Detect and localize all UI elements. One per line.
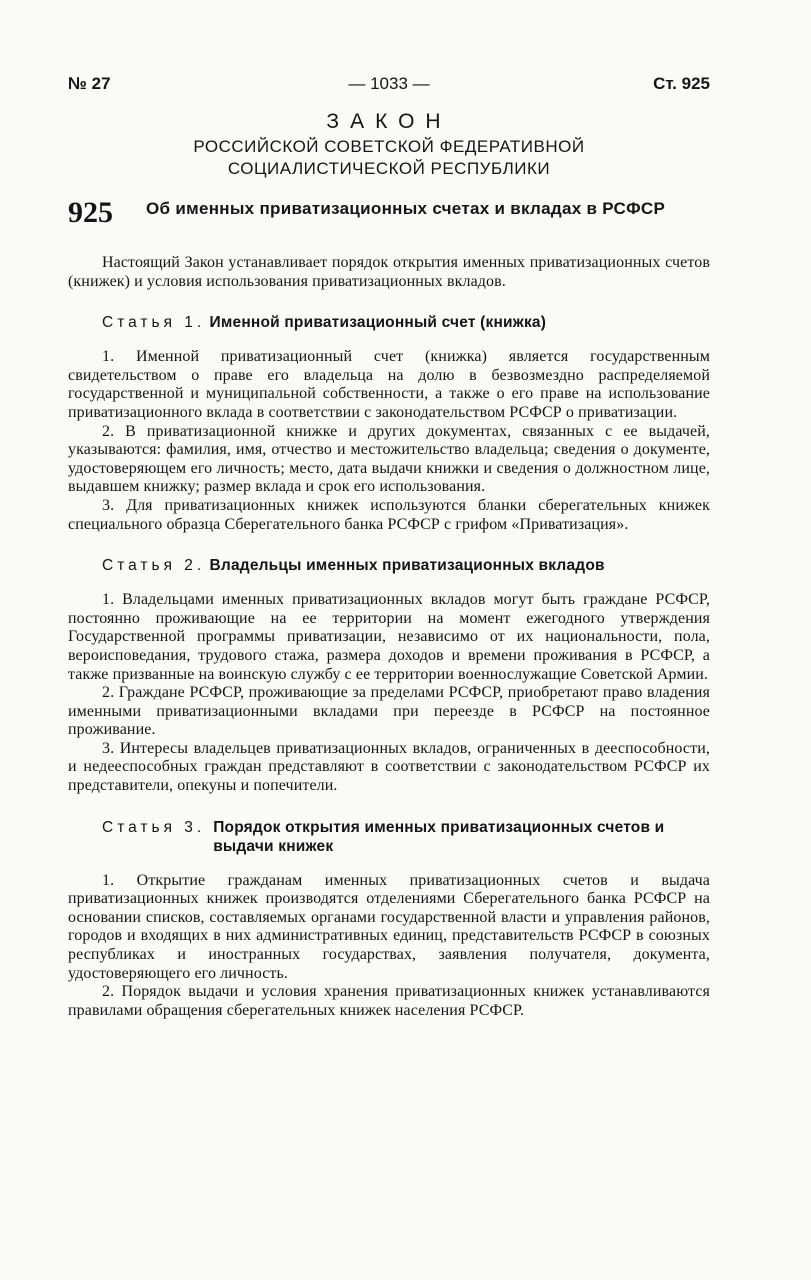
article-paragraph: 2. В приватизационной книжке и других документах, связанных с ее выдачей, указываются: фамилия, имя, отчество и местожительство владельца; сведения о документе, удостоверяющем его личность; место, дата выдачи книжки и сведения о должностном лице, выдавшем книжку; размер вклада и срок его использования.	[68, 422, 710, 496]
article-2	[68, 556, 710, 796]
act-heading	[68, 198, 710, 228]
state-name-line-1: РОССИЙСКОЙ СОВЕТСКОЙ ФЕДЕРАТИВНОЙ	[193, 137, 585, 156]
act-number: 925	[68, 196, 113, 229]
article-paragraph: 1. Именной приватизационный счет (книжка) является государственным свидетельством о праве его владельца на долю в безвозмездно распределяемой государственной и муниципальной собственности, а также о его праве на использование приватизационного вклада в соответствии с законодательством РСФСР о приватизации.	[68, 348, 710, 421]
state-name-line-2: СОЦИАЛИСТИЧЕСКОЙ РЕСПУБЛИКИ	[227, 159, 551, 178]
article-title: Именной приватизационный счет (книжка)	[209, 314, 547, 332]
article-1	[68, 313, 710, 534]
article-heading	[68, 818, 710, 856]
article-3	[68, 818, 710, 1021]
intro-paragraph: Настоящий Закон устанавливает порядок открытия именных приватизационных счетов (книжек) и условия использования приватизационных вкладов.	[68, 254, 710, 290]
article-label: Статья 1.	[102, 314, 206, 332]
article-label: Статья 2.	[102, 557, 206, 575]
article-paragraph: 1. Открытие гражданам именных приватизационных счетов и выдача приватизационных книжек производятся отделениями Сберегательного банка РСФСР на основании списков, составляемых органами государственной власти и управления районов, городов и входящих в них административных единиц, представительств РСФСР в союзных республиках и иностранных государствах, заявления получателя, документа, удостоверяющего его личность.	[68, 871, 710, 982]
article-paragraph: 2. Порядок выдачи и условия хранения приватизационных книжек устанавливаются правилами обращения сберегательных книжек населения РСФСР.	[68, 983, 710, 1019]
article-label: Статья 3.	[102, 818, 206, 836]
article-reference: Ст. 925	[653, 74, 710, 93]
article-title: Владельцы именных приватизационных вкладов	[209, 557, 605, 575]
running-header	[68, 74, 710, 100]
law-title-word: ЗАКОН	[326, 110, 452, 133]
article-paragraph: 2. Граждане РСФСР, проживающие за пределами РСФСР, приобретают право владения именными приватизационными вкладами при переезде в РСФСР на постоянное проживание.	[68, 684, 710, 739]
article-title: Порядок открытия именных приватизационных счетов и выдачи книжек	[213, 818, 665, 855]
article-paragraph: 1. Владельцами именных приватизационных вкладов могут быть граждане РСФСР, постоянно проживающие на ее территории на момент ежегодного утверждения Государственной программы приватизации, независимо от их национальности, пола, вероисповедания, трудового стажа, размера доходов и времени проживания в РСФСР, а также призванные на воинскую службу с ее территории военнослужащие Советской Армии.	[68, 591, 710, 683]
law-header	[68, 110, 710, 180]
article-paragraph: 3. Для приватизационных книжек используются бланки сберегательных книжек специального образца Сберегательного банка РСФСР с грифом «Приватизация».	[68, 496, 710, 533]
document-page	[68, 74, 710, 1020]
issue-number: № 27	[68, 74, 111, 93]
article-heading	[68, 313, 710, 332]
article-heading	[68, 556, 710, 575]
act-title: Об именных приватизационных счетах и вкладах в РСФСР	[146, 199, 666, 218]
page-number: — 1033 —	[348, 74, 430, 93]
article-paragraph: 3. Интересы владельцев приватизационных вкладов, ограниченных в дееспособности, и недееспособных граждан представляют в соответствии с законодательством РСФСР их представители, опекуны и попечители.	[68, 739, 710, 795]
